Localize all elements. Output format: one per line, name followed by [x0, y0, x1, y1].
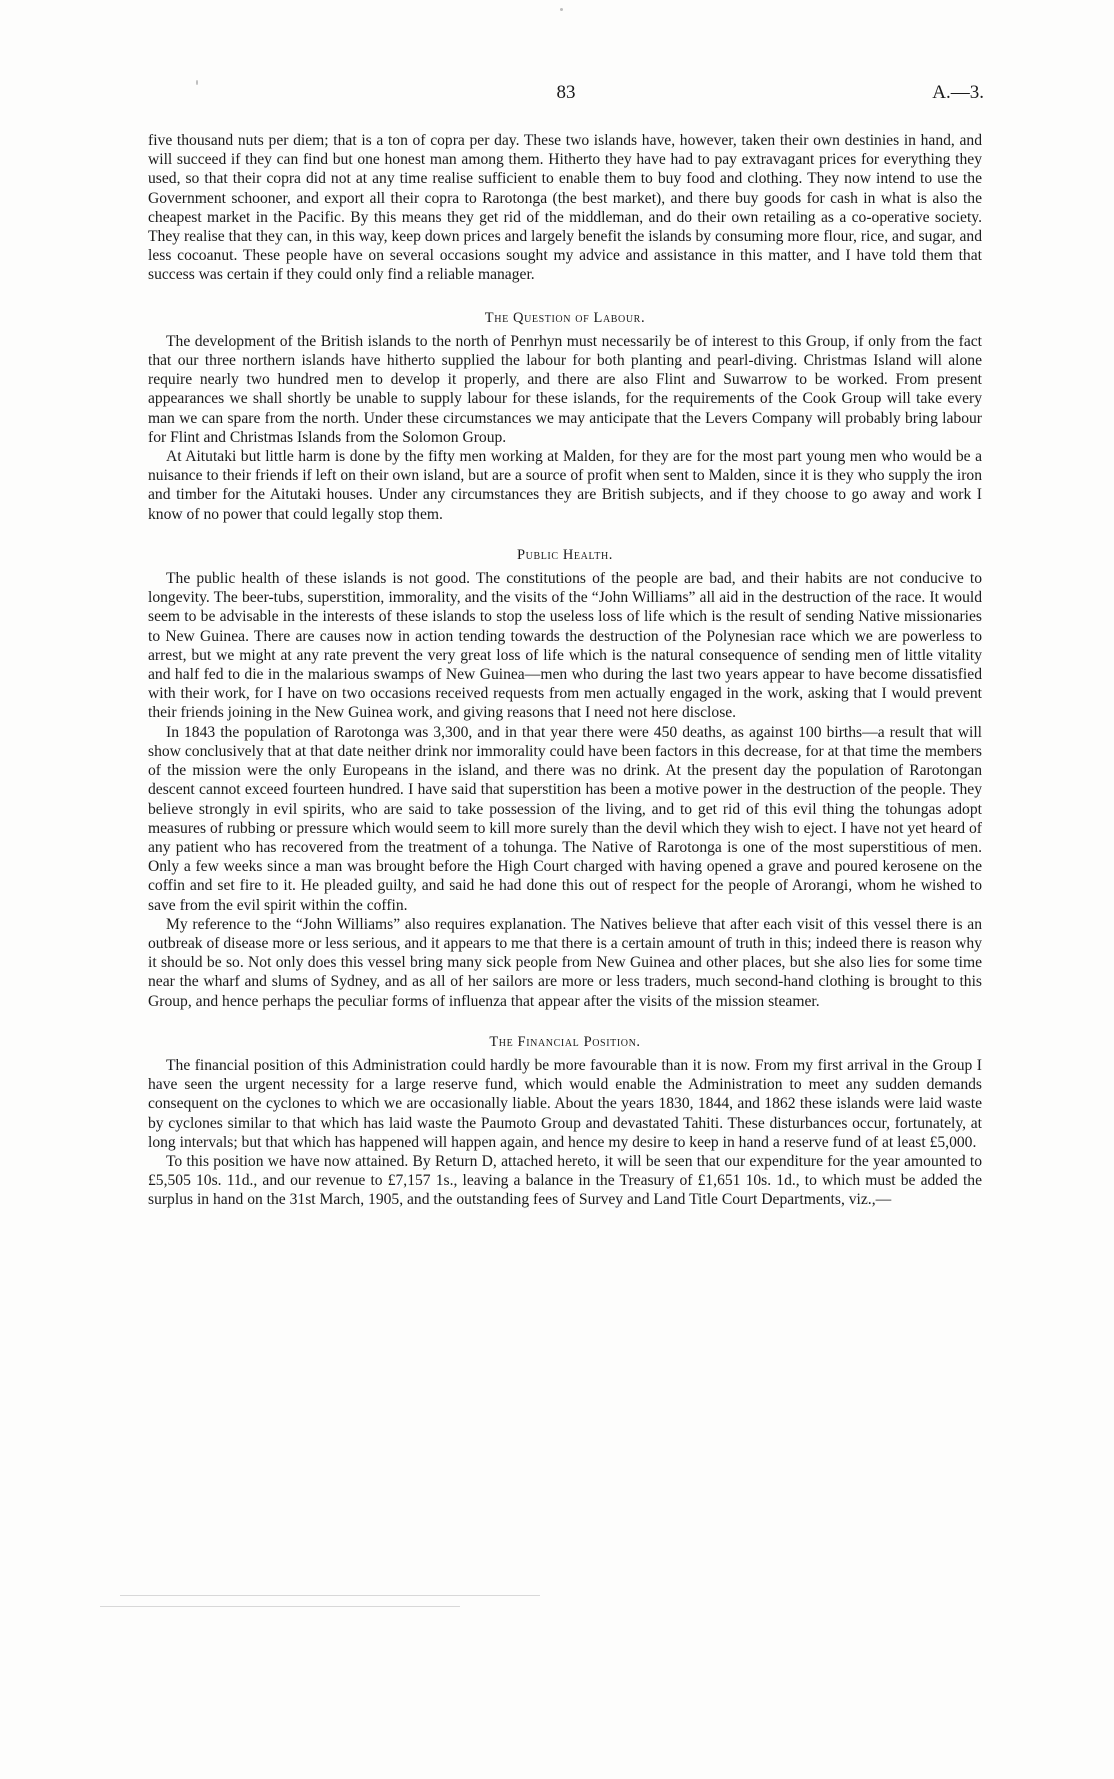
body-text: [148, 131, 982, 1210]
page-header: [148, 82, 984, 106]
scan-speck: [560, 8, 563, 11]
health-paragraph: The public health of these islands is not good. The constitutions of the people are bad, and their habits are not conducive to longevity. The beer-tubs, superstition, immorality, and the visits of the “John Williams” all aid in the destruction of the race. It would seem to be advisable in the interests of these islands to stop the useless loss of life which is the result of sending Native missionaries to New Guinea. There are causes now in action tending towards the destruction of the Polynesian race which we are powerless to arrest, but we might at any rate prevent the very great loss of life which is the natural consequence of sending men of little vitality and half fed to die in the malarious swamps of New Guinea—men who during the last two years appear to have become dissatisfied with their work, for I have on two occasions received requests from men actually engaged in the work, asking that I would prevent their friends joining in the New Guinea work, and giving reasons that I need not here disclose.: [148, 570, 982, 722]
financial-paragraph: To this position we have now attained. By Return D, attached hereto, it will be seen that our expenditure for the year amounted to £5,505 10s. 11d., and our revenue to £7,157 1s., leaving a balance in the Treasury of £1,651 10s. 1d., to which must be added the surplus in hand on the 31st March, 1905, and the outstanding fees of Survey and Land Title Court Departments, viz.,—: [148, 1152, 982, 1209]
intro-paragraph: five thousand nuts per diem; that is a ton of copra per day. These two islands have, however, taken their own destinies in hand, and will succeed if they can find but one honest man among them. Hitherto they have had to pay extravagant prices for everything they used, so that their copra did not at any time realise sufficient to enable them to buy food and clothing. They now intend to use the Government schooner, and export all their copra to Rarotonga (the best market), and there buy goods for cash in what is also the cheapest market in the Pacific. By this means they get rid of the middleman, and do their own retailing as a co-operative society. They realise that they can, in this way, keep down prices and largely benefit the islands by consuming more flour, rice, and sugar, and less cocoanut. These people have on several occasions sought my advice and assistance in this matter, and I have told them that success was certain if they could only find a reliable manager.: [148, 132, 982, 284]
labour-paragraph: At Aitutaki but little harm is done by the fifty men working at Malden, for they are for the most part young men who would be a nuisance to their friends if left on their own island, but are a source of profit when sent to Malden, since it is they who supply the iron and timber for the Aitutaki houses. Under any circumstances they are British subjects, and if they choose to go away and work I know of no power that could legally stop them.: [148, 448, 982, 523]
financial-paragraph: The financial position of this Administration could hardly be more favourable than it is now. From my first arrival in the Group I have seen the urgent necessity for a large reserve fund, which would enable the Administration to meet any sudden demands consequent on the cyclones to which we are occasionally liable. About the years 1830, 1844, and 1862 these islands were laid waste by cyclones similar to that which has laid waste the Paumoto Group and devastated Tahiti. These disturbances occur, fortunately, at long intervals; but that which has happened will happen again, and hence my desire to keep in hand a reserve fund of at least £5,000.: [148, 1056, 982, 1151]
health-heading: Public Health.: [516, 546, 614, 563]
health-paragraph: In 1843 the population of Rarotonga was 3,300, and in that year there were 450 deaths, as against 100 births—a result that will show conclusively that at that date neither drink nor immorality could have been factors in this decrease, for at that time the members of the mission were the only Europeans in the island, and there was no drink. At the present day the population of Rarotongan descent cannot exceed fourteen hundred. I have said that superstition has been a motive power in the destruction of the people. They believe strongly in evil spirits, who are said to take possession of the living, and to get rid of this evil thing the tohungas adopt measures of rubbing or pressure which would seem to kill more surely than the devil which they wish to eject. I have not yet heard of any patient who has recovered from the treatment of a tohunga. The Native of Rarotonga is one of the most superstitious of men. Only a few weeks since a man was brought before the High Court charged with having opened a grave and poured kerosene on the coffin and set fire to it. He pleaded guilty, and said he had done this out of respect for the people of Arorangi, whom he wished to save from the evil spirit within the coffin.: [148, 723, 982, 914]
labour-paragraph: The development of the British islands to the north of Penrhyn must necessarily be of interest to this Group, if only from the fact that our three northern islands have hitherto supplied the labour for both planting and pearl-diving. Christmas Island will alone require nearly two hundred men to develop it properly, and there are also Flint and Suwarrow to be worked. From present appearances we shall shortly be unable to supply labour for these islands, for the requirements of the Cook Group will take every man we can spare from the north. Under these circumstances we may anticipate that the Levers Company will probably bring labour for Flint and Christmas Islands from the Solomon Group.: [148, 332, 982, 446]
scan-smudge: [100, 1606, 460, 1607]
health-paragraph: My reference to the “John Williams” also requires explanation. The Natives believe that after each visit of this vessel there is an outbreak of disease more or less serious, and it appears to me that there is a certain amount of truth in this; indeed there is reason why it should be so. Not only does this vessel bring many sick people from New Guinea and other places, but she also lies for some time near the wharf and slums of Sydney, and as all of her sailors are more or less traders, much second-hand clothing is brought to this Group, and hence perhaps the peculiar forms of influenza that appear after the visits of the mission steamer.: [148, 915, 982, 1010]
scan-speck: [196, 80, 198, 85]
scan-smudge: [120, 1595, 540, 1596]
document-reference: A.—3.: [932, 82, 984, 103]
financial-heading: The Financial Position.: [489, 1033, 641, 1050]
labour-heading: The Question of Labour.: [484, 309, 646, 326]
page-number: 83: [556, 82, 576, 103]
